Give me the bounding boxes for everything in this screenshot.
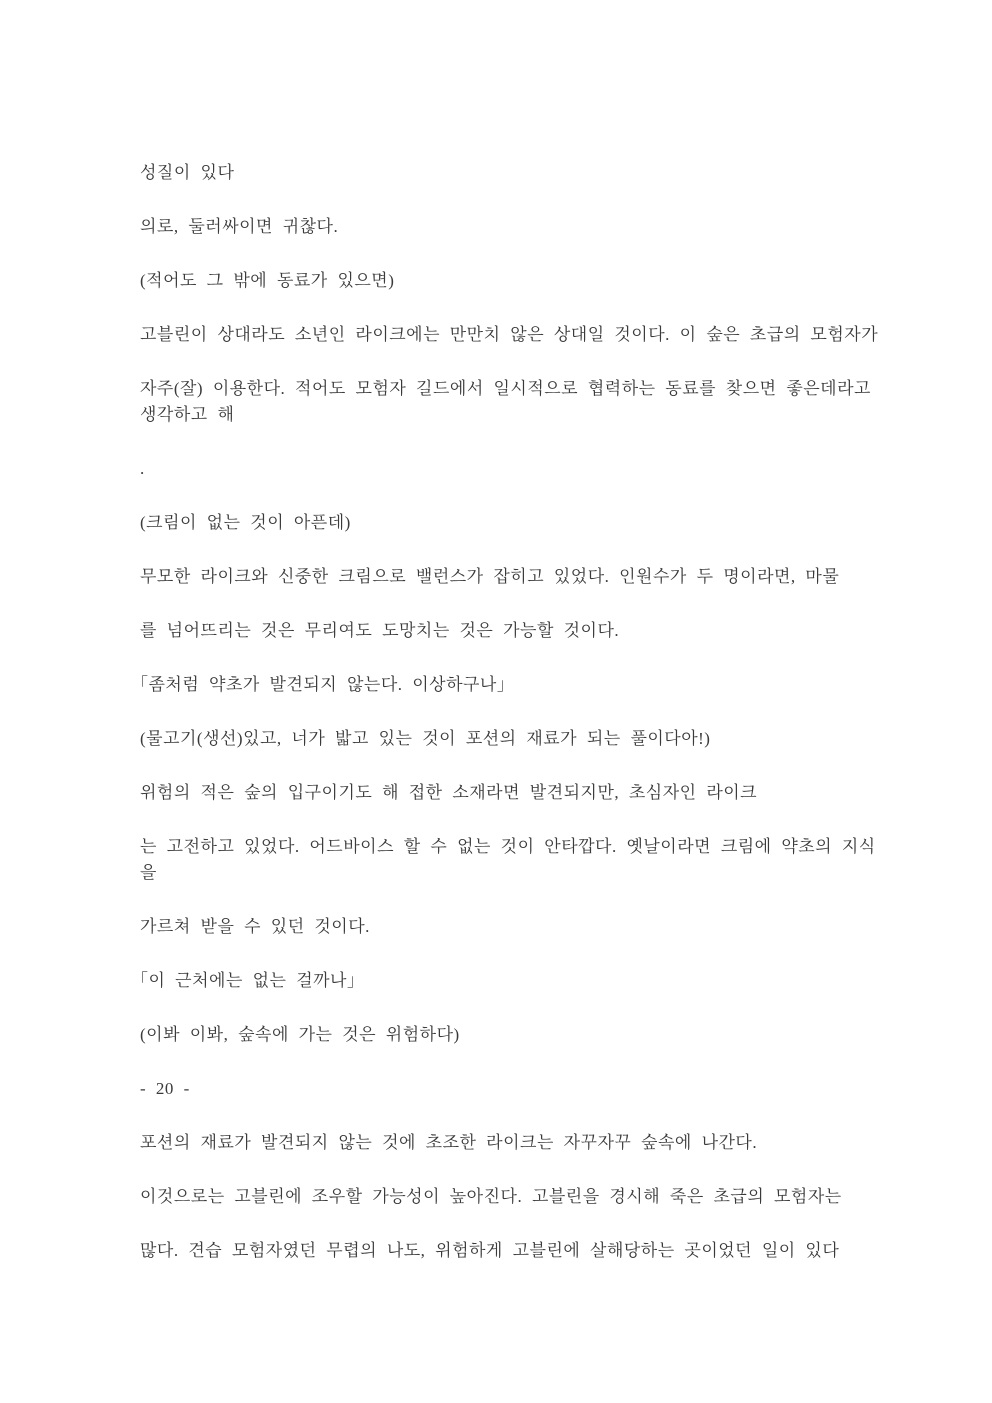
text-line: (적어도 그 밖에 동료가 있으면) [140, 271, 395, 290]
text-line: (물고기(생선)있고, 너가 밟고 있는 것이 포션의 재료가 되는 풀이다아!) [140, 729, 711, 748]
text-line: (크림이 없는 것이 아픈데) [140, 513, 351, 532]
text-line: 을 [140, 863, 157, 882]
text-line: 는 고전하고 있었다. 어드바이스 할 수 없는 것이 안타깝다. 옛날이라면 크림에 약초의 지식 [140, 837, 876, 856]
page-number: - 20 - [140, 1079, 190, 1098]
dialogue-line: 「이 근처에는 없는 걸까나」 [131, 971, 365, 990]
text-line: (이봐 이봐, 숲속에 가는 것은 위험하다) [140, 1025, 460, 1044]
text-line: 생각하고 해 [140, 405, 235, 424]
dialogue-line: 「좀처럼 약초가 발견되지 않는다. 이상하구나」 [131, 675, 515, 694]
text-line: 위험의 적은 숲의 입구이기도 해 접한 소재라면 발견되지만, 초심자인 라이크 [140, 783, 758, 802]
text-line: 성질이 있다 [140, 163, 235, 182]
text-line: 자주(잘) 이용한다. 적어도 모험자 길드에서 일시적으로 협력하는 동료를 찾으면 좋은데라고 [140, 379, 871, 398]
text-line: 많다. 견습 모험자였던 무렵의 나도, 위험하게 고블린에 살해당하는 곳이었던 일이 있다 [140, 1241, 840, 1260]
text-line: 가르쳐 받을 수 있던 것이다. [140, 917, 370, 936]
text-line: 를 넘어뜨리는 것은 무리여도 도망치는 것은 가능할 것이다. [140, 621, 620, 640]
text-line: . [140, 459, 145, 478]
text-line: 의로, 둘러싸이면 귀찮다. [140, 217, 339, 236]
text-line: 이것으로는 고블린에 조우할 가능성이 높아진다. 고블린을 경시해 죽은 초급의 모험자는 [140, 1187, 842, 1206]
text-line: 포션의 재료가 발견되지 않는 것에 초조한 라이크는 자꾸자꾸 숲속에 나간다. [140, 1133, 758, 1152]
text-line: 무모한 라이크와 신중한 크림으로 밸런스가 잡히고 있었다. 인원수가 두 명이라면, 마물 [140, 567, 840, 586]
text-line: 고블린이 상대라도 소년인 라이크에는 만만치 않은 상대일 것이다. 이 숲은 초급의 모험자가 [140, 325, 879, 344]
